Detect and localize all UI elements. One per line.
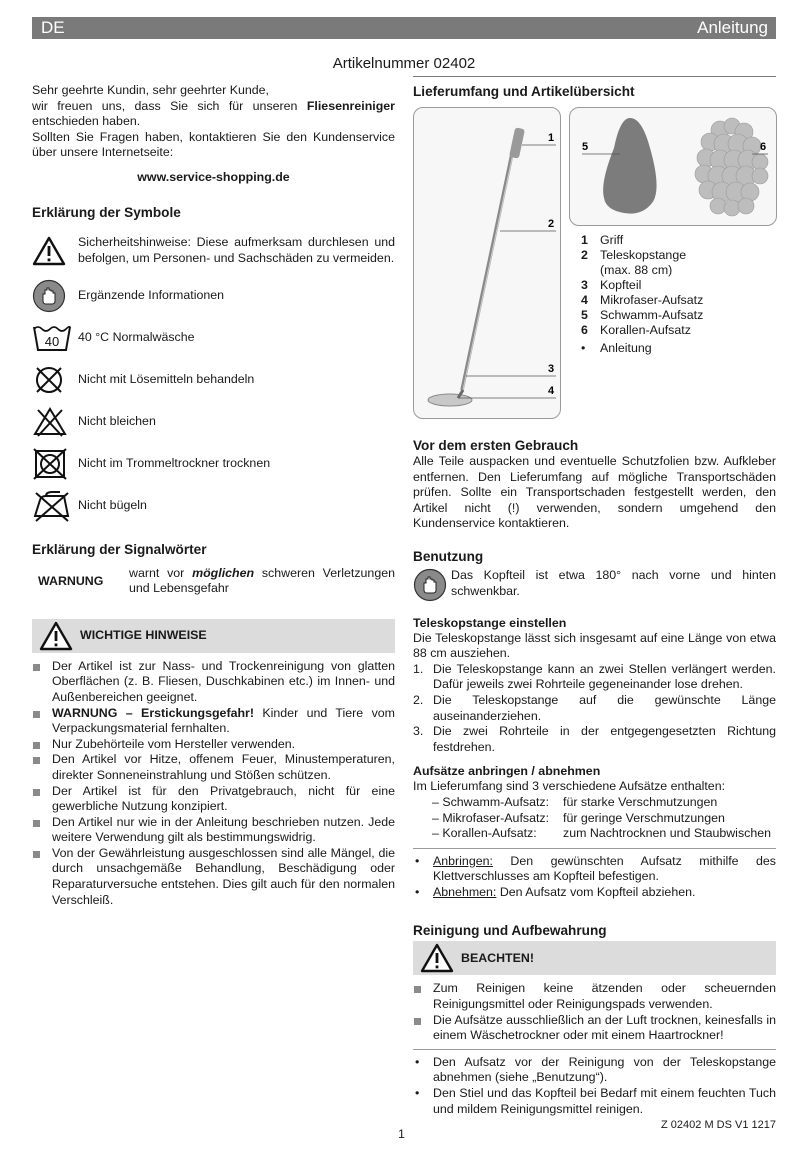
legend-item: 2 Teleskopstange bbox=[581, 248, 687, 262]
warning-triangle-icon bbox=[413, 943, 461, 973]
product-name: Fliesenreiniger bbox=[306, 98, 395, 113]
legend-item: 3 Kopfteil bbox=[581, 278, 642, 292]
left-column bbox=[32, 83, 395, 908]
mop-illustration bbox=[414, 108, 560, 418]
list-item: 1. Die Teleskopstange kann an zwei Stellen verlängert werden. Dafür jeweils zwei Rohrteile gegeneinander lose drehen. bbox=[413, 661, 776, 692]
legend-item: 6 Korallen-Aufsatz bbox=[581, 323, 691, 337]
cleaning-steps bbox=[413, 1055, 776, 1117]
callout-2: 2 bbox=[548, 218, 555, 230]
telescope-intro: Die Teleskopstange lässt sich insgesamt auf eine Länge von etwa 88 cm ausziehen. bbox=[413, 630, 776, 661]
attachments-illustration-box bbox=[569, 107, 777, 226]
right-column bbox=[413, 83, 776, 1117]
legend-item: 1 Griff bbox=[581, 233, 624, 247]
list-item: Die Aufsätze ausschließlich an der Luft trocknen, keinesfalls in einem Wäschetrockner oder mit einem Haartrockner! bbox=[413, 1013, 776, 1044]
list-item: WARNUNG – Erstickungsgefahr! Kinder und Tiere vom Verpackungsmaterial fernhalten. bbox=[32, 706, 395, 737]
attachments-illustration bbox=[570, 108, 776, 225]
callout-4: 4 bbox=[548, 385, 555, 397]
no-iron-icon bbox=[32, 486, 78, 526]
mop-illustration-box bbox=[413, 107, 561, 419]
warning-triangle-icon bbox=[32, 621, 80, 651]
svg-text:40: 40 bbox=[44, 333, 60, 349]
document-type: Anleitung bbox=[697, 18, 768, 37]
list-item: Den Artikel nur wie in der Anleitung beschrieben nutzen. Jede weitere Verwendung gilt als bestimmungswidrig. bbox=[32, 815, 395, 846]
callout-5: 5 bbox=[582, 141, 589, 153]
first-use-text: Alle Teile auspacken und eventuelle Schutzfolien bzw. Aufkleber entfernen. Den Lieferumfang auf mögliche Transportschäden prüfen. Sollte ein Transportschaden festgestellt werden, den Artikel nicht (!) verwenden, sondern umgehend den Kundenservice kontaktieren. bbox=[413, 454, 776, 531]
legend-item: (max. 88 cm) bbox=[600, 263, 673, 277]
divider bbox=[413, 848, 776, 849]
important-notice-title: WICHTIGE HINWEISE bbox=[80, 627, 207, 642]
symbols-title: Erklärung der Symbole bbox=[32, 204, 181, 220]
attachments-intro: Im Lieferumfang sind 3 verschiedene Aufsätze enthalten: bbox=[413, 779, 726, 794]
list-item: Nur Zubehörteile vom Hersteller verwenden. bbox=[32, 737, 395, 753]
warning-triangle-icon bbox=[32, 231, 78, 271]
important-notice-bar bbox=[32, 619, 395, 653]
telescope-title: Teleskopstange einstellen bbox=[413, 615, 567, 630]
intro-questions: Sollten Sie Fragen haben, kontaktieren Sie den Kundenservice über unsere Internetseite: bbox=[32, 129, 395, 160]
header-bar bbox=[32, 17, 776, 39]
list-item: Der Artikel ist für den Privatgebrauch, nicht für eine gewerbliche Nutzung konzipiert. bbox=[32, 784, 395, 815]
symbol-row: Sicherheitshinweise: Diese aufmerksam durchlesen und befolgen, um Personen- und Sachschäden zu vermeiden. bbox=[32, 227, 395, 275]
signal-word-row bbox=[32, 566, 395, 597]
symbol-row: Nicht mit Lösemitteln behandeln bbox=[32, 359, 395, 401]
list-item: • Anbringen: Den gewünschten Aufsatz mithilfe des Klettverschlusses am Kopfteil befestigen. bbox=[413, 854, 776, 885]
wash-40-icon bbox=[32, 318, 78, 358]
legend-item: • Anleitung bbox=[581, 341, 652, 355]
usage-title: Benutzung bbox=[413, 548, 484, 564]
overview-figure bbox=[413, 107, 776, 419]
symbol-row: Nicht bügeln bbox=[32, 485, 395, 527]
beachten-title: BEACHTEN! bbox=[461, 950, 534, 965]
article-number: Artikelnummer 02402 bbox=[332, 55, 476, 72]
attachments-title: Aufsätze anbringen / abnehmen bbox=[413, 764, 601, 779]
list-item: Zum Reinigen keine ätzenden oder scheuernden Reinigungsmittel oder Reinigungspads verwenden. bbox=[413, 981, 776, 1012]
list-item: Den Artikel vor Hitze, offenem Feuer, Minustemperaturen, direkter Sonneneinstrahlung und Stößen schützen. bbox=[32, 752, 395, 783]
divider bbox=[413, 76, 776, 77]
no-bleach-icon bbox=[32, 402, 78, 442]
cleaning-title: Reinigung und Aufbewahrung bbox=[413, 923, 607, 939]
attachments-list bbox=[413, 795, 776, 842]
list-item: • Abnehmen: Den Aufsatz vom Kopfteil abziehen. bbox=[413, 885, 776, 901]
signal-word: WARNUNG bbox=[38, 573, 104, 588]
no-solvent-icon bbox=[32, 360, 78, 400]
list-item: 2. Die Teleskopstange auf die gewünschte Länge auseinanderziehen. bbox=[413, 692, 776, 723]
usage-info-row bbox=[413, 568, 776, 607]
symbol-row: 40 40 °C Normalwäsche bbox=[32, 317, 395, 359]
page-number: 1 bbox=[398, 1127, 405, 1141]
info-hand-icon bbox=[413, 568, 451, 607]
list-item: 3. Die zwei Rohrteile in der entgegengesetzten Richtung festdrehen. bbox=[413, 724, 776, 754]
document-code: Z 02402 M DS V1 1217 bbox=[661, 1119, 776, 1131]
callout-3: 3 bbox=[548, 363, 555, 375]
attach-instructions bbox=[413, 854, 776, 901]
first-use-title: Vor dem ersten Gebrauch bbox=[413, 438, 579, 453]
overview-title: Lieferumfang und Artikelübersicht bbox=[413, 84, 635, 99]
legend-item: 4 Mikrofaser-Aufsatz bbox=[581, 293, 704, 307]
list-item: • Den Stiel und das Kopfteil bei Bedarf mit einem feuchten Tuch und mildem Reinigungsmittel reinigen. bbox=[413, 1086, 776, 1117]
usage-info-text: Das Kopfteil ist etwa 180° nach vorne und hinten schwenkbar. bbox=[451, 567, 776, 598]
greeting: Sehr geehrte Kundin, sehr geehrter Kunde, bbox=[32, 83, 269, 97]
beachten-notice-bar bbox=[413, 941, 776, 975]
list-item: Von der Gewährleistung ausgeschlossen sind alle Mängel, die durch unsachgemäße Behandlung, Beschädigung oder Reparaturversuche entstehen. Dies gilt auch für den normalen Verschleiß. bbox=[32, 846, 395, 908]
list-item: – Schwamm-Aufsatz: für starke Verschmutzungen bbox=[432, 794, 718, 809]
signal-title: Erklärung der Signalwörter bbox=[32, 541, 207, 557]
list-item: – Mikrofaser-Aufsatz: für geringe Verschmutzungen bbox=[432, 810, 725, 825]
symbol-row: Ergänzende Informationen bbox=[32, 275, 395, 317]
legend-item: 5 Schwamm-Aufsatz bbox=[581, 308, 704, 322]
intro-thanks: wir freuen uns, dass Sie sich für unseren Fliesenreiniger entschieden haben. bbox=[32, 98, 395, 129]
symbol-list bbox=[32, 227, 395, 527]
important-notice-list bbox=[32, 659, 395, 909]
divider bbox=[413, 1049, 776, 1050]
cleaning-notice-list bbox=[413, 981, 776, 1043]
no-tumble-dry-icon bbox=[32, 444, 78, 484]
info-hand-icon bbox=[32, 276, 78, 316]
callout-1: 1 bbox=[548, 132, 555, 144]
callout-6: 6 bbox=[760, 141, 767, 153]
language-code: DE bbox=[41, 18, 65, 37]
list-item: Der Artikel ist zur Nass- und Trockenreinigung von glatten Oberflächen (z. B. Fliesen, Duschkabinen etc.) im Innen- und Außenbereichen geeignet. bbox=[32, 659, 395, 706]
parts-legend bbox=[581, 233, 776, 356]
telescope-steps bbox=[413, 662, 776, 756]
list-item: • Den Aufsatz vor der Reinigung von der Teleskopstange abnehmen (siehe „Benutzung“). bbox=[413, 1055, 776, 1086]
symbol-row: Nicht im Trommeltrockner trocknen bbox=[32, 443, 395, 485]
service-url[interactable]: www.service-shopping.de bbox=[137, 169, 290, 184]
list-item: – Korallen-Aufsatz: zum Nachtrocknen und Staubwischen bbox=[432, 826, 772, 841]
signal-text: warnt vor möglichen schweren Verletzungen und Lebensgefahr bbox=[129, 565, 395, 596]
symbol-row: Nicht bleichen bbox=[32, 401, 395, 443]
